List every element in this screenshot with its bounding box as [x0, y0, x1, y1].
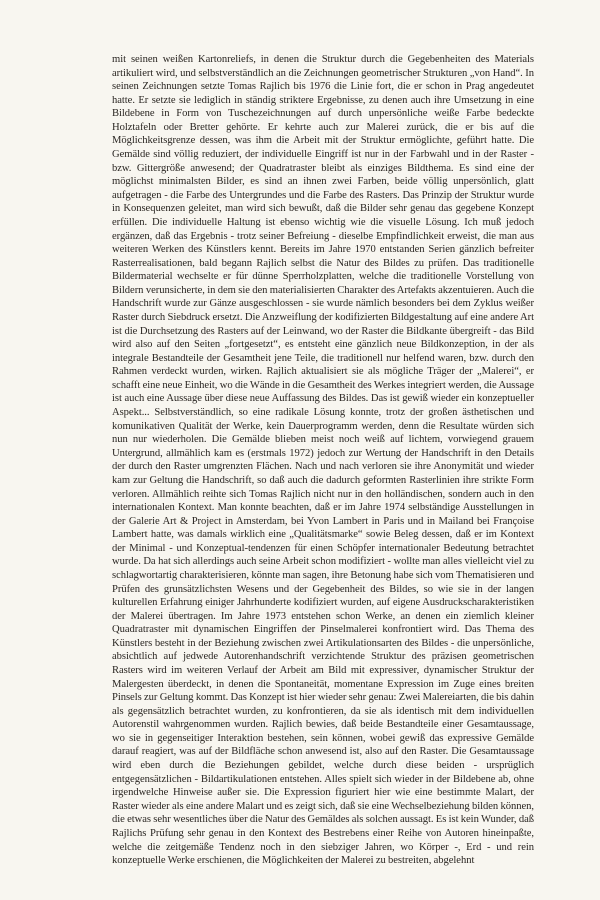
body-paragraph: mit seinen weißen Kartonreliefs, in denen die Struktur durch die Gegebenheiten des Materials artikuliert wird, und selbstverständlich an die Zeichnungen geometrischer Strukturen „von Hand“. In seinen Zeichnungen setzte Tomas Rajlich bis 1976 die Linie fort, die er schon in Prag angedeutet hatte. Er setzte sie lediglich in ständig striktere Ergebnisse, zu denen auch ihre Umsetzung in eine Bildebene in Form von Tuschezeichnungen auf durch unpersönliche weiße Farbe bedeckte Holztafeln oder Bretter gehörte. Er kehrte auch zur Malerei zurück, die er bis auf die Möglichkeitsgrenze dessen, was ihm die Arbeit mit der Struktur ermöglichte, geführt hatte. Die Gemälde sind völlig reduziert, der individuelle Eingriff ist nur in der Farbwahl und in der Raster - bzw. Gittergröße anwesend; der Quadratraster bleibt als einziges Bildthema. Es sind eine der möglichst minimalsten Bilder, es sind an ihnen zwei Farben, beide völlig unpersönlich, glatt aufgetragen - die Farbe des Untergrundes und die Farbe des Rasters. Das Prinzip der Struktur wurde in Konsequenzen geleitet, man wird sich bewußt, daß die Bilder sehr genau das gegebene Konzept erfüllen. Die individuelle Haltung ist ebenso wichtig wie die visuelle Lösung. Ich muß jedoch ergänzen, daß das Ergebnis - trotz seiner Befreiung - dieselbe Empfindlichkeit erweist, die man aus weiteren Werken des Künstlers kennt. Bereits im Jahre 1970 entstanden Serien gänzlich befreiter Rasterrealisationen, bald begann Rajlich selbst die Natur des Bildes zu prüfen. Das traditionelle Bildermaterial wechselte er für dünne Sperrholzplatten, welche die traditionelle Vorstellung von Bildern verunsicherte, in dem sie den materialisierten Charakter des Artefakts akzentuieren. Auch die Handschrift wurde zur Gänze ausgeschlossen - sie wurde nämlich besonders bei dem Zyklus weißer Raster durch Siebdruck ersetzt. Die Anzweiflung der kodifizierten Bildgestaltung auf eine andere Art ist die Durchsetzung des Rasters auf der Leinwand, wo der Raster die Bildkante übergreift - das Bild wird also auf den Seiten „fortgesetzt“, es entsteht eine gänzlich neue Bildkonzeption, in der als integrale Bestandteile der Gesamtheit jene Teile, die traditionell nur helfend waren, bzw. durch den Rahmen verdeckt wurden, wirken. Rajlich aktualisiert sie als mögliche Träger der „Malerei“, er schafft eine neue Einheit, wo die Wände in die Gesamtheit des Werkes integriert werden, die Aussage ist auch eine Aussage über diese neue Auffassung des Bildes. Das ist gewiß wieder ein konzeptueller Aspekt... Selbstverständlich, so eine radikale Lösung konnte, trotz der großen ästhetischen und komunikativen Qualität der Werke, kein Dauerprogramm werden, denn die Resultate würden sich nun nur wiederholen. Die Gemälde blieben meist noch weiß auf lichtem, vorwiegend grauem Untergrund, allmählich kam es (erstmals 1972) jedoch zur Wertung der Handschrift in den Details der durch den Raster umgrenzten Flächen. Nach und nach verloren sie ihre Anonymität und wieder kam zur Geltung die Handschrift, so daß auch die dadurch geformten Rasterlinien ihre strikte Form verloren. Allmählich reihte sich Tomas Rajlich nicht nur in den holländischen, sondern auch in den internationalen Kontext. Man konnte beachten, daß er im Jahre 1974 selbständige Ausstellungen in der Galerie Art & Project in Amsterdam, bei Yvon Lambert in Paris und in Mailand bei Françoise Lambert hatte, was damals wirklich eine „Qualitätsmarke“ sowie Beleg dessen, daß er im Kontext der Minimal - und Konzeptual-tendenzen für einen Schöpfer internationaler Bedeutung betrachtet wurde. Da hat sich allerdings auch seine Arbeit schon modifiziert - wollte man alles vielleicht viel zu schlagwortartig charakterisieren, könnte man sagen, ihre Betonung habe sich vom Thematisieren und Prüfen des grunsätzlichsten Wesens und der Gegebenheit des Bildes, so wie sie in der langen kulturellen Erfahrung einiger Jahrhunderte kodifiziert wurden, auf eigene Ausdruckscharakteristiken der Malerei übertragen. Im Jahre 1973 entstehen schon Werke, an denen ein ziemlich kleiner Quadratraster mit dynamischen Eingriffen der Pinselmalerei konfrontiert wird. Das Thema des Künstlers besteht in der Beziehung zwischen zwei Artikulationsarten des Bildes - die unpersönliche, absichtlich auf jedwede Autorenhandschrift verzichtende Struktur des präzisen geometrischen Rasters wird im weiteren Verlauf der Arbeit am Bild mit expressiver, dynamischer Struktur der Malergesten überdeckt, in denen die Spontaneität, momentane Expression im Zuge eines breiten Pinsels zur Geltung kommt. Das Konzept ist hier wieder sehr genau: Zwei Malereiarten, die bis dahin als gegensätzlich betrachtet wurden, zu konfrontieren, da sie als identisch mit dem individuellen Autorenstil wahrgenommen wurden. Rajlich bewies, daß beide Bestandteile einer Gesamtaussage, wo sie in gegenseitiger Interaktion bestehen, sein können, wobei gewiß das expressive Gemälde darauf reagiert, was auf der Bildfläche schon anwesend ist, also auf den Raster. Die Gesamtaussage wird eben durch die Beziehungen gebildet, welche durch diese beiden - ursprüglich entgegensätzlichen - Bildartikulationen entstehen. Alles spielt sich wieder in der Bildebene ab, ohne irgendwelche Hinweise außer sie. Die Expression figuriert hier wie eine bestimmte Malart, der Raster wieder als eine andere Malart und es zeigt sich, daß sie eine Wechselbeziehung bilden können, die etwas sehr wesentliches über die Natur des Gemäldes als solchen aussagt. Es ist kein Wunder, daß Rajlichs Prüfung sehr genau in den Kontext des Bestrebens einer Reihe von Autoren hineinpaßte, welche die zeitgemäße Tendenz noch in den siebziger Jahren, wo Körper -, Erd - und rein konzeptuelle Werke erschienen, die Möglichkeiten der Malerei zu bestreiten, abgelehnt [112, 54, 534, 867]
